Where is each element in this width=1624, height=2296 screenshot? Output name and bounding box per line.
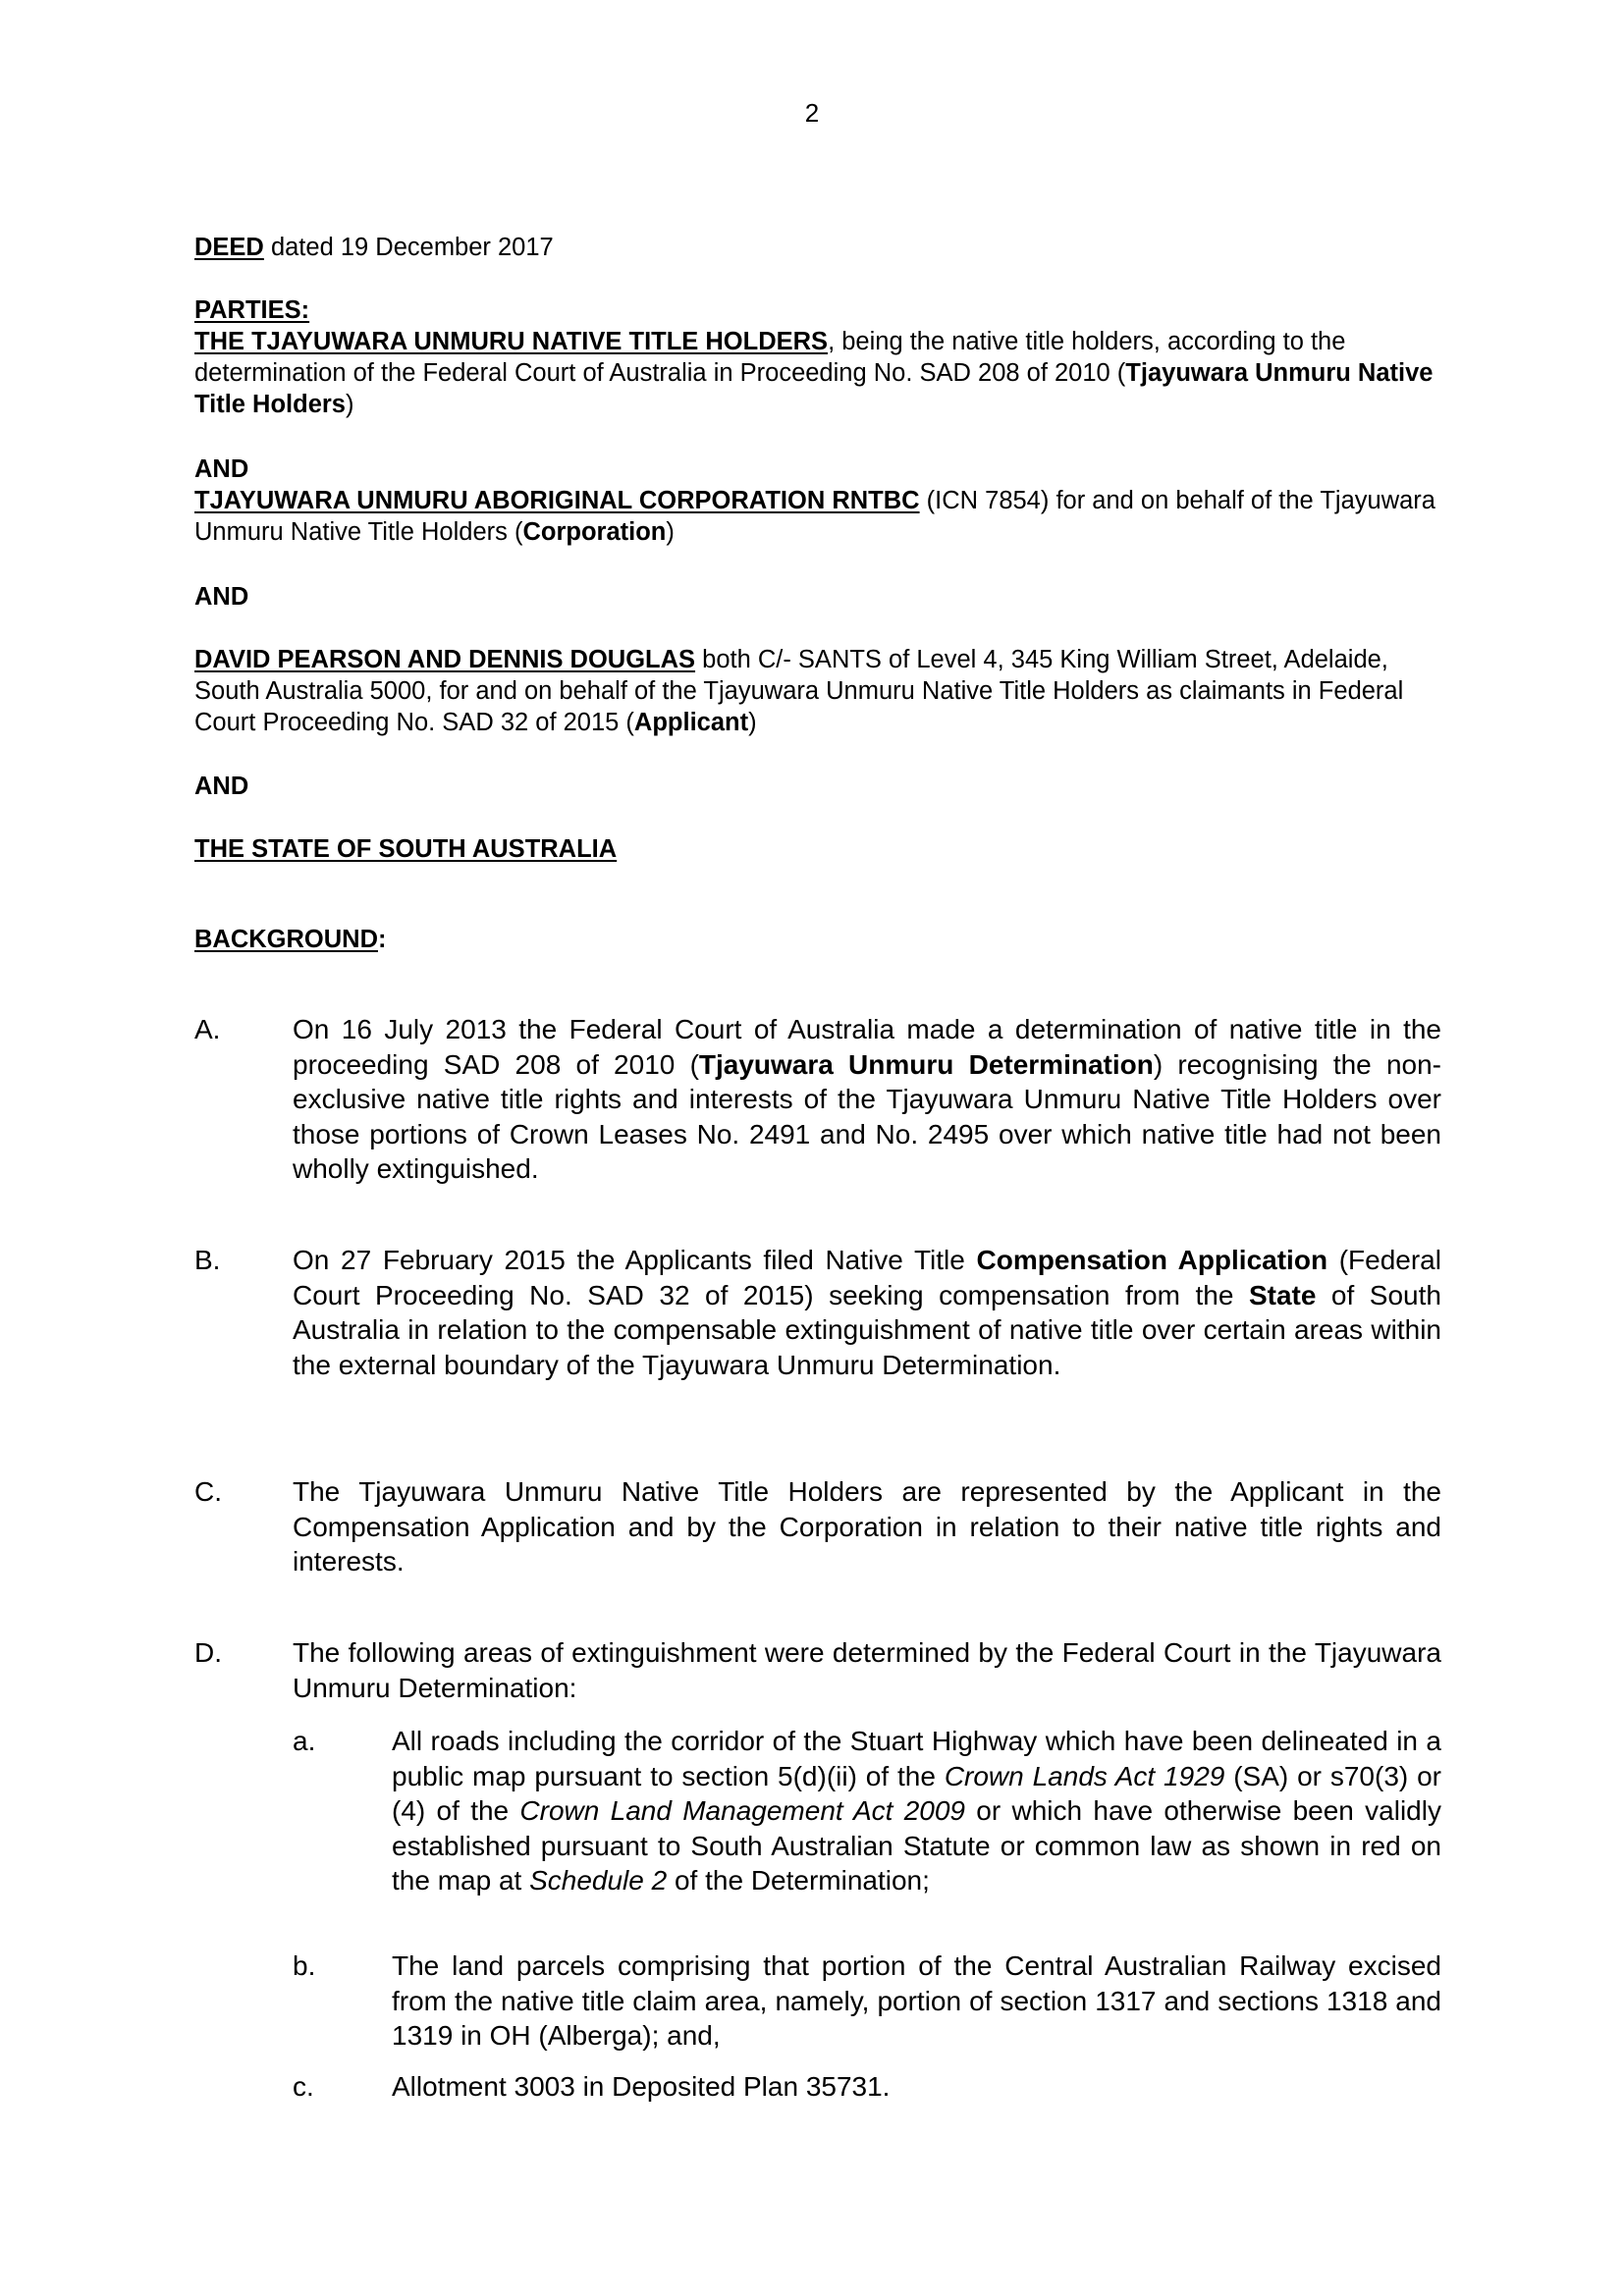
recital-c-letter: C.	[194, 1476, 222, 1507]
and-separator-2-block	[194, 581, 1441, 613]
party-holders-text: , being the native title holders, according to the determination of the Federal Court of Australia in Proceeding No. SAD 208 of 2010 (	[194, 328, 1346, 387]
recital-a-letter: A.	[194, 1014, 221, 1044]
recital-d-item-c-letter: c.	[293, 2071, 314, 2102]
recital-b	[194, 1243, 1441, 1382]
and-separator-3-block	[194, 771, 1441, 802]
recital-d	[194, 1635, 1441, 1705]
party-corporation	[194, 485, 1441, 548]
recital-d-item-b	[293, 1949, 1441, 2054]
party-corporation-name: TJAYUWARA UNMURU ABORIGINAL CORPORATION RNTBC	[194, 487, 920, 514]
recital-d-letter: D.	[194, 1637, 222, 1668]
recital-b-letter: B.	[194, 1245, 221, 1275]
party-applicant-name: DAVID PEARSON AND DENNIS DOUGLAS	[194, 646, 696, 673]
parties-applicant-block	[194, 644, 1441, 738]
parties-corporation-block	[194, 454, 1441, 548]
party-holders-defined: Tjayuwara Unmuru Native Title Holders	[194, 359, 1434, 418]
and-separator-3: AND	[194, 773, 249, 800]
party-corporation-defined: Corporation	[522, 518, 667, 546]
party-holders-close: )	[345, 391, 354, 418]
background-heading-block	[194, 924, 1441, 955]
recital-d-item-a-letter: a.	[293, 1726, 316, 1756]
party-applicant-text: both C/- SANTS of Level 4, 345 King William Street, Adelaide, South Australia 5000, for and on behalf of the Tjayuwara Unmuru Native Title Holders as claimants in Federal Court Proceeding No. SAD 32 of 2015 (	[194, 646, 1404, 736]
and-separator-1: AND	[194, 455, 249, 483]
recital-d-item-c	[293, 2069, 1441, 2105]
recital-a	[194, 1012, 1441, 1187]
party-applicant-close: )	[748, 709, 757, 736]
party-holders	[194, 326, 1441, 420]
party-state: THE STATE OF SOUTH AUSTRALIA	[194, 835, 618, 863]
party-corporation-close: )	[666, 518, 675, 546]
recital-d-text: The following areas of extinguishment were determined by the Federal Court in the Tjayuwara Unmuru Determination:	[293, 1637, 1441, 1703]
parties-holders-block	[194, 294, 1441, 420]
recital-c-text: The Tjayuwara Unmuru Native Title Holders are represented by the Applicant in the Compensation Application and by the Corporation in relation to their native title rights and interests.	[293, 1476, 1441, 1576]
party-holders-name: THE TJAYUWARA UNMURU NATIVE TITLE HOLDERS	[194, 328, 829, 355]
deed-label: DEED	[194, 234, 264, 261]
recital-d-item-c-text: Allotment 3003 in Deposited Plan 35731.	[392, 2071, 891, 2102]
parties-heading: PARTIES:	[194, 296, 310, 324]
party-state-block	[194, 833, 1441, 865]
deed-line	[194, 232, 1441, 263]
page-number: 2	[804, 98, 820, 128]
party-applicant-defined: Applicant	[633, 709, 749, 736]
recital-c	[194, 1474, 1441, 1579]
recital-d-item-b-text: The land parcels comprising that portion of the Central Australian Railway excised from the native title claim area, namely, portion of section 1317 and sections 1318 and 1319 in OH (Alberga); and,	[392, 1950, 1441, 2051]
recital-d-item-a	[293, 1724, 1441, 1898]
party-applicant	[194, 644, 1441, 738]
recital-d-item-b-letter: b.	[293, 1950, 316, 1981]
and-separator-2: AND	[194, 583, 249, 611]
party-corporation-text: (ICN 7854) for and on behalf of the Tjayuwara Unmuru Native Title Holders (	[194, 487, 1435, 546]
deed-date: dated 19 December 2017	[263, 234, 554, 261]
recital-b-text: On 27 February 2015 the Applicants filed Native Title Compensation Application (Federal Court Proceeding No. SAD 32 of 2015) seeking compensation from the State of South Australia in relation to the compensable extinguishment of native title over certain areas within the external boundary of the Tjayuwara Unmuru Determination.	[293, 1245, 1441, 1380]
background-heading-colon: :	[378, 926, 387, 953]
background-heading: BACKGROUND	[194, 926, 378, 953]
recital-a-text: On 16 July 2013 the Federal Court of Australia made a determination of native title in the proceeding SAD 208 of 2010 (Tjayuwara Unmuru Determination) recognising the non-exclusive native title rights and interests of the Tjayuwara Unmuru Native Title Holders over those portions of Crown Leases No. 2491 and No. 2495 over which native title had not been wholly extinguished.	[293, 1014, 1441, 1184]
recital-d-item-a-text: All roads including the corridor of the Stuart Highway which have been delineated in a public map pursuant to section 5(d)(ii) of the Crown Lands Act 1929 (SA) or s70(3) or (4) of the Crown Land Management Act 2009 or which have otherwise been validly established pursuant to South Australian Statute or common law as shown in red on the map at Schedule 2 of the Determination;	[392, 1726, 1441, 1896]
